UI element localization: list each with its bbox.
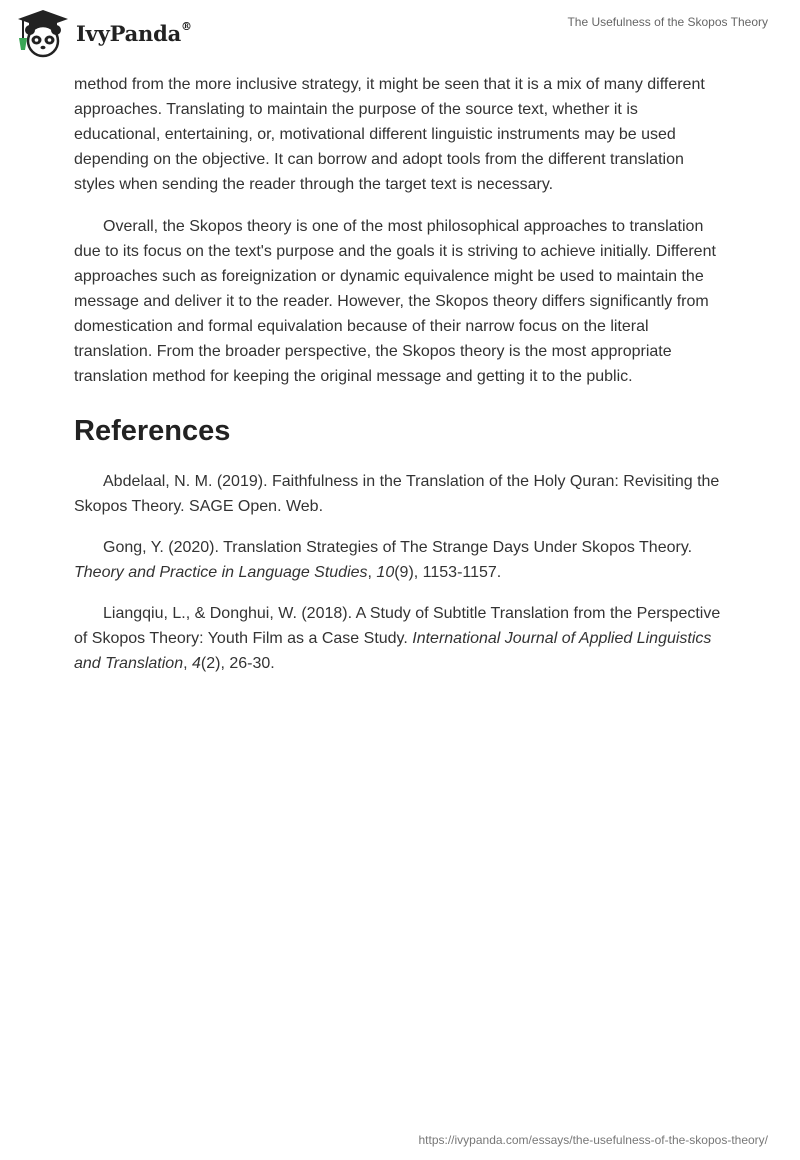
document-body xyxy=(74,72,728,692)
reference-2-volume: 10 xyxy=(376,564,395,581)
reference-3-journal: International Journal of Applied Linguistics and Translation xyxy=(74,630,712,672)
ivypanda-logo[interactable] xyxy=(14,8,192,58)
body-paragraph-2: Overall, the Skopos theory is one of the most philosophical approaches to translation due to its focus on the text's purpose and the goals it is striving to achieve initially. Different approaches such as foreignization or dynamic equivalence might be used to maintain the message and deliver it to the reader. However, the Skopos theory differs significantly from domestication and formal equivalation because of their narrow focus on the literal translation. From the broader perspective, the Skopos theory is the most appropriate translation method for keeping the original message and getting it to the public. xyxy=(74,218,716,385)
brand-name xyxy=(76,21,192,46)
reference-3-pages: (2), 26-30. xyxy=(200,655,275,672)
reference-2-pages: (9), 1153-1157. xyxy=(394,564,502,581)
registered-mark: ® xyxy=(181,19,192,33)
reference-3-separator: , xyxy=(183,655,192,672)
reference-entry-1 xyxy=(74,469,728,519)
panda-graduate-icon xyxy=(14,8,72,58)
reference-2-separator: , xyxy=(367,564,377,581)
page-header xyxy=(0,0,800,70)
brand-text: IvyPanda xyxy=(76,20,182,46)
reference-entry-3 xyxy=(74,601,728,676)
body-paragraph-1: method from the more inclusive strategy, it might be seen that it is a mix of many different approaches. Translating to maintain the purpose of the source text, whether it is educational, entertaining, or, motivational different linguistic instruments may be used depending on the objective. It can borrow and adopt tools from the different translation styles when sending the reader through the target text is necessary. xyxy=(74,76,705,193)
reference-3-volume: 4 xyxy=(192,655,201,672)
document-title: The Usefulness of the Skopos Theory xyxy=(567,15,768,29)
reference-3-text: Liangqiu, L., & Donghui, W. (2018). A Study of Subtitle Translation from the Perspective of Skopos Theory: Youth Film as a Case Study. xyxy=(74,605,721,647)
reference-entry-2 xyxy=(74,535,728,585)
reference-1-text: Abdelaal, N. M. (2019). Faithfulness in the Translation of the Holy Quran: Revisiting the Skopos Theory. SAGE Open. Web. xyxy=(74,473,720,515)
reference-2-journal: Theory and Practice in Language Studies xyxy=(74,564,368,581)
references-heading: References xyxy=(74,415,231,447)
source-url-link[interactable]: https://ivypanda.com/essays/the-usefulness-of-the-skopos-theory/ xyxy=(418,1133,768,1147)
reference-2-text: Gong, Y. (2020). Translation Strategies of The Strange Days Under Skopos Theory. xyxy=(103,539,693,556)
